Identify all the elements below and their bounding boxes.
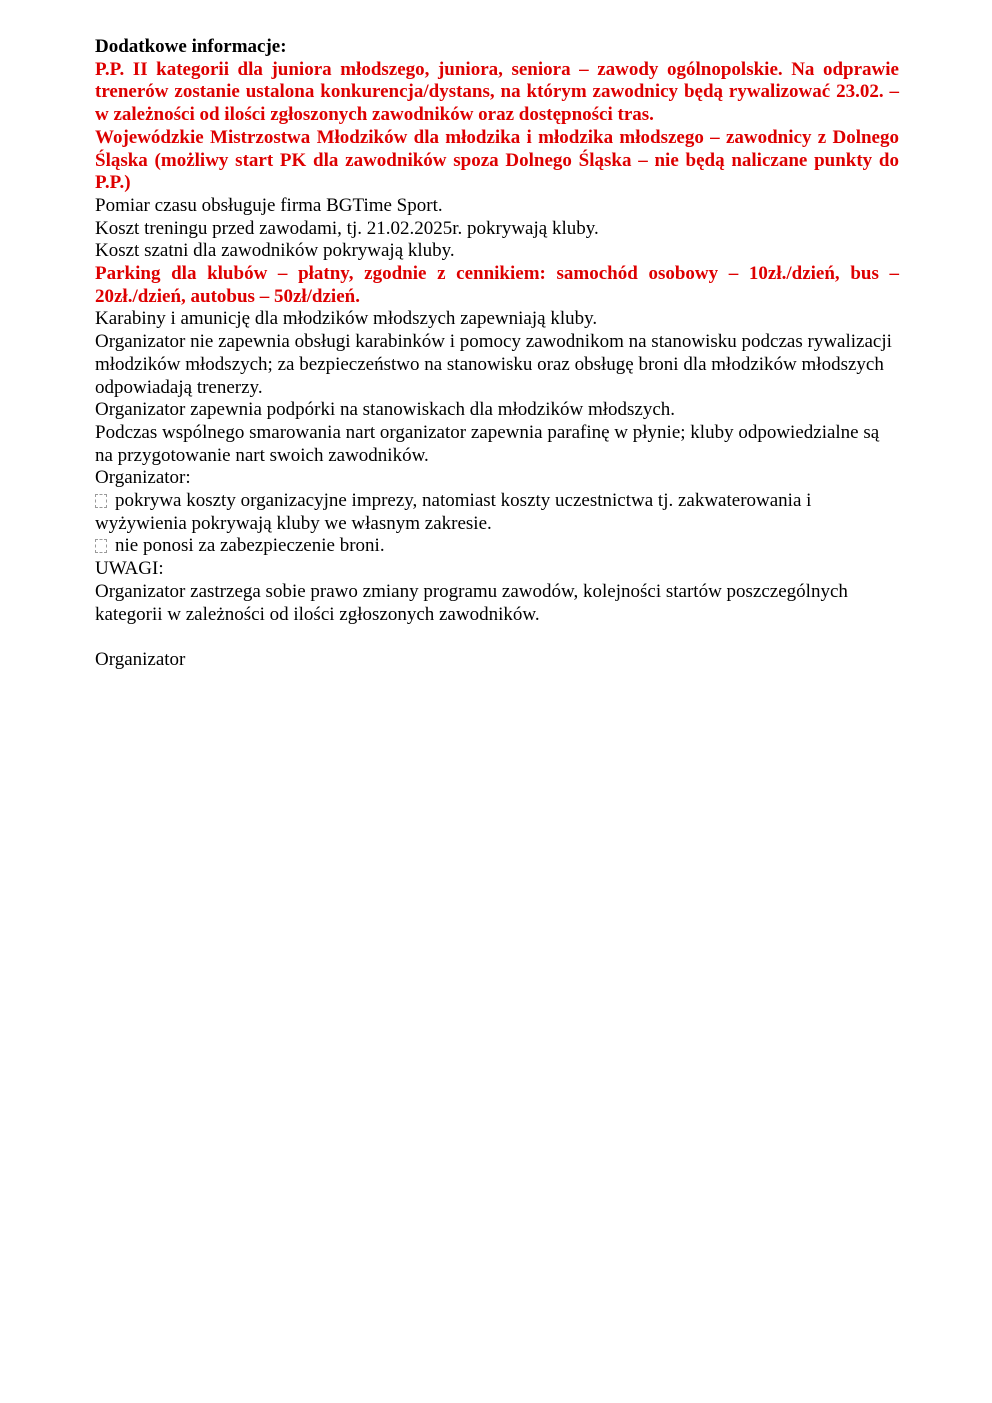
paragraph: Parking dla klubów – płatny, zgodnie z cennikiem: samochód osobowy – 10zł./dzień, bus – 20zł./dzień, autobus – 50zł/dzień. xyxy=(95,263,899,307)
paragraph xyxy=(95,626,899,649)
paragraph: Koszt treningu przed zawodami, tj. 21.02.2025r. pokrywają kluby. xyxy=(95,217,599,239)
paragraph: Karabiny i amunicję dla młodzików młodszych zapewniają kluby. xyxy=(95,308,598,330)
document-body xyxy=(95,36,899,672)
paragraph: Dodatkowe informacje: xyxy=(95,36,287,57)
paragraph: Organizator zastrzega sobie prawo zmiany programu zawodów, kolejności startów poszczególnych kategorii w zależności od ilości zgłoszonych zawodników. xyxy=(95,580,848,625)
paragraph: Organizator: xyxy=(95,467,191,489)
paragraph: Organizator zapewnia podpórki na stanowiskach dla młodzików młodszych. xyxy=(95,399,676,421)
paragraph: Podczas wspólnego smarowania nart organizator zapewnia parafinę w płynie; kluby odpowiedzialne są na przygotowanie nart swoich zawodników. xyxy=(95,421,880,466)
checkbox-placeholder-icon xyxy=(95,494,107,508)
paragraph-text: nie ponosi za zabezpieczenie broni. xyxy=(115,535,385,557)
checkbox-placeholder-icon xyxy=(95,539,107,553)
paragraph: Wojewódzkie Mistrzostwa Młodzików dla młodzika i młodzika młodszego – zawodnicy z Dolnego Śląska (możliwy start PK dla zawodników spoza Dolnego Śląska – nie będą naliczane punkty do P.P.) xyxy=(95,126,899,194)
checkbox-list-item xyxy=(95,535,899,558)
checkbox-list-item xyxy=(95,490,899,535)
paragraph: Organizator nie zapewnia obsługi karabinków i pomocy zawodnikom na stanowisku podczas rywalizacji młodzików młodszych; za bezpieczeństwo na stanowisku oraz obsługę broni dla młodzików młodszych odpowiadają trenerzy. xyxy=(95,331,892,398)
paragraph: UWAGI: xyxy=(95,558,164,580)
paragraph: P.P. II kategorii dla juniora młodszego, juniora, seniora – zawody ogólnopolskie. Na odprawie trenerów zostanie ustalona konkurencja/dystans, na którym zawodnicy będą rywalizować 23.02. – w zależności od ilości zgłoszonych zawodników oraz dostępności tras. xyxy=(95,58,899,126)
paragraph: Pomiar czasu obsługuje firma BGTime Sport. xyxy=(95,194,443,216)
paragraph: Organizator xyxy=(95,648,186,670)
paragraph: Koszt szatni dla zawodników pokrywają kluby. xyxy=(95,240,455,262)
paragraph-text: pokrywa koszty organizacyjne imprezy, natomiast koszty uczestnictwa tj. zakwaterowania i wyżywienia pokrywają kluby we własnym zakresie. xyxy=(95,490,812,534)
